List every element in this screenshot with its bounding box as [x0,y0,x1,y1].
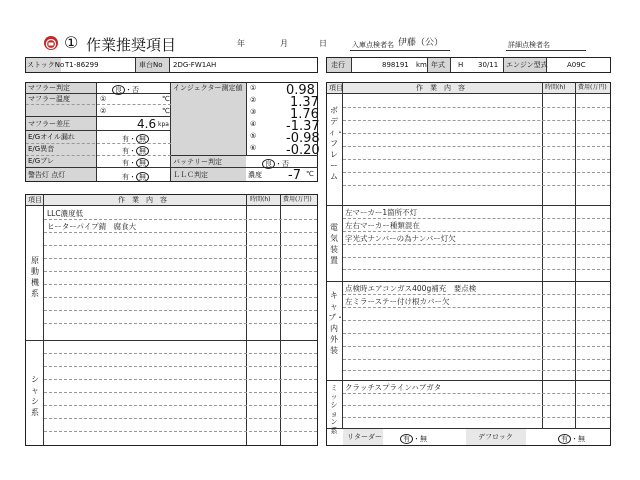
model-year-label: 年式 [431,61,445,69]
concentration-unit: ℃ [306,170,314,178]
battery-label: バッテリー判定 [173,158,222,166]
injector-num-5: ⑤ [250,132,257,140]
battery-value: 良 ・否 [262,159,289,169]
electrical-item-1: 左マーカー1箇所不灯 [345,208,418,217]
month-label: 月 [280,39,288,48]
stock-value: T1-86299 [65,61,99,69]
muffler-temp-2: ② [100,107,107,115]
logo-icon [44,36,58,50]
concentration-value: -7 [288,168,301,183]
chassis-value: 2DG-FW1AH [173,61,217,69]
engine-value: A09C [567,61,586,69]
cab-section-label: キャブ・内外装 [328,291,344,355]
concentration-label: 濃度 [248,171,262,179]
electrical-section-label: 電気装置 [330,223,338,265]
left-col-cost: 費用(万円) [283,196,312,203]
muffler-temp-label: マフラー温度 [28,95,70,103]
right-col-work: 作 業 内 容 [416,84,465,92]
day-label: 日 [319,39,327,48]
warning-value: 有・ 無 [122,172,149,182]
muffler-temp-1: ① [100,95,107,103]
temp-unit-1: ℃ [162,95,170,103]
eg-noise-value: 有・ 無 [122,146,149,156]
engine-item-2: ヒーターパイプ錆 腐食大 [47,222,137,231]
muffler-diff-unit: kpa [158,121,169,128]
stock-label: ストックNo [27,61,65,69]
eg-shake-label: E/Gブレ [28,157,54,165]
left-col-item: 項目 [28,196,42,204]
eg-oil-value: 有・ 無 [122,134,149,144]
retarder-label: リターダー [347,433,382,441]
right-col-item: 項目 [329,84,343,92]
mileage-value: 898191 [382,61,409,69]
injector-value-5: -0.98 [286,131,320,146]
injector-value-6: -0.20 [286,143,320,158]
muffler-judge-label: マフラー判定 [28,84,70,92]
eg-shake-value: 有・ 無 [122,158,149,168]
llc-label: ＬＬＣ判定 [173,171,208,179]
year-label: 年 [237,39,245,48]
model-year-value: 30/11 [478,61,499,69]
model-year-era: H [458,61,464,69]
left-col-work: 作 業 内 容 [118,196,167,204]
chassis-label: 車台No [139,61,163,69]
injector-value-2: 1.37 [290,95,319,110]
retarder-value: 有 ・無 [400,434,427,444]
inspector-label: 入庫点検者名 [352,41,394,49]
temp-unit-2: ℃ [162,107,170,115]
injector-num-6: ⑥ [250,144,257,152]
diff-lock-value: 有 ・無 [558,434,585,444]
mission-item-1: クラッチスプラインハブガタ [345,383,442,392]
inspector-value: 伊藤（公） [398,38,444,48]
injector-value-1: 0.98 [286,83,315,98]
detail-inspector-label: 詳細点検者名 [508,41,550,49]
eg-oil-label: E/Gオイル漏れ [28,133,75,141]
electrical-item-3: 字光式ナンバーの為ナンバー灯欠 [345,234,456,243]
engine-section-label: 原動機系 [31,256,39,298]
injector-value-4: -1.37 [286,119,320,134]
left-col-time: 時間(h) [250,196,271,203]
body-section-label: ボディ・フレーム [328,106,344,181]
diff-lock-label: デフロック [478,433,513,441]
mission-section-label: ミッション系 [330,384,338,435]
injector-value-3: 1.76 [290,107,319,122]
muffler-diff-label: マフラー差圧 [28,120,70,128]
electrical-item-2: 左右マーカー種類混在 [345,221,420,230]
mileage-label: 走行 [331,61,345,69]
injector-num-3: ③ [250,108,257,116]
cab-item-1: 点検時エアコンガス400g補充 要点検 [345,284,477,293]
injector-label: インジェクター測定値 [173,84,243,92]
injector-num-4: ④ [250,120,257,128]
mileage-unit: km [416,61,427,69]
warning-label: 警告灯 点灯 [28,171,66,179]
engine-item-1: LLC濃度低 [47,209,84,218]
right-col-time: 時間(h) [545,84,566,91]
muffler-judge-value: 良 ・否 [112,85,139,95]
page-title: 作業推奨項目 [86,36,177,54]
chassis-section-label: シャシ系 [31,375,39,417]
right-col-cost: 費用(万円) [578,84,607,91]
eg-noise-label: E/G異音 [28,145,55,153]
engine-label: エンジン型式 [506,61,548,69]
injector-num-2: ② [250,96,257,104]
injector-num-1: ① [250,84,257,92]
form-number: ① [64,33,79,52]
muffler-diff-value: 4.6 [137,117,157,131]
cab-item-2: 左ミラーステー付け根カバー欠 [345,297,450,306]
